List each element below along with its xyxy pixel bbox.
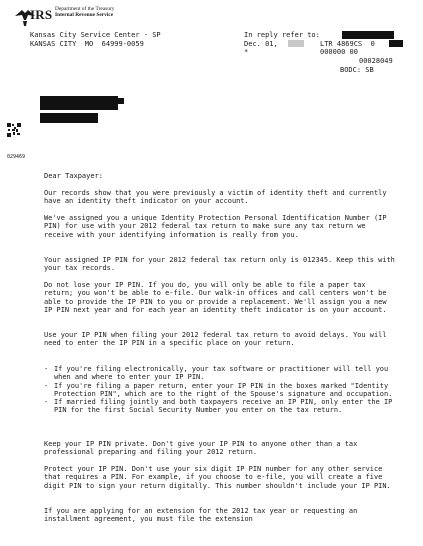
body-paragraph-6: Keep your IP PIN private. Don't give your IP PIN to anyone other than a tax professional preparing and filing your 2012 return. (44, 440, 358, 457)
letter-date: Dec. 01, (244, 40, 278, 48)
redacted-code (389, 40, 403, 47)
reply-refer-label: In reply refer to: (244, 31, 320, 39)
list-item: - If you're filing a paper return, enter your IP PIN in the boxes marked "Identity Protection PIN", which are to the right of the Spouse's signature and occupation. (44, 381, 393, 398)
bodc-code: BODC: SB (340, 66, 374, 74)
document-number: 00028049 (359, 57, 393, 65)
service-center-city: KANSAS CITY MO 64999-0059 (30, 40, 144, 48)
redacted-date (288, 40, 304, 47)
body-paragraph-2: We've assigned you a unique Identity Protection Personal Identification Number (IP PIN) for use with your 2012 federal tax return to make sure any tax return we receive with your identifying information is really from you. (44, 214, 387, 239)
service-center-name: Kansas City Service Center - SP (30, 31, 161, 39)
department-name: Department of the Treasury Internal Revenue Service (55, 6, 115, 18)
redacted-name-tail (118, 98, 124, 104)
redacted-reference (342, 31, 394, 39)
side-reference-number: 029469 (7, 154, 26, 160)
redacted-name (40, 96, 118, 110)
body-paragraph-3: Your assigned IP PIN for your 2012 federal tax return only is 012345. Keep this with your tax records. (44, 256, 395, 273)
redacted-address (40, 113, 98, 123)
salutation: Dear Taxpayer: (44, 172, 104, 180)
body-paragraph-4: Do not lose your IP PIN. If you do, you will only be able to file a paper tax return; you won't be able to e-file. Our walk-in offices and call centers won't be able to provide the IP PIN to you or provide a replacement. We'll assign you a new IP PIN next year and for each year an identity theft indicator is on your account. (44, 281, 387, 314)
letter-code: LTR 4869CS 0 (320, 40, 375, 48)
list-item: - If married filing jointly and both taxpayers receive an IP PIN, only enter the IP PIN for the first Social Security Number you enter on the tax return. (44, 398, 393, 415)
star-mark: * (244, 48, 249, 56)
reference-zeros: 000000 00 (320, 48, 358, 56)
barcode-qr-icon (7, 123, 21, 137)
irs-wordmark: IRS (30, 7, 53, 22)
body-paragraph-1: Our records show that you were previously a victim of identity theft and currently have an identity theft indicator on your account. (44, 189, 387, 206)
body-paragraph-5: Use your IP PIN when filing your 2012 federal tax return to avoid delays. You will need to enter the IP PIN in a specific place on your return. (44, 331, 387, 348)
instruction-list (44, 365, 396, 415)
body-paragraph-8: If you are applying for an extension for the 2012 tax year or requesting an installment agreement, you must file the extension (44, 507, 358, 524)
list-item: - If you're filing electronically, your tax software or practitioner will tell you when and where to enter your IP PIN. (44, 365, 389, 382)
body-paragraph-7: Protect your IP PIN. Don't use your six digit IP PIN number for any other service that requires a PIN. For example, if you choose to e-file, you will create a five digit PIN to sign your return digitally. This number shouldn't include your IP PIN. (44, 465, 391, 490)
